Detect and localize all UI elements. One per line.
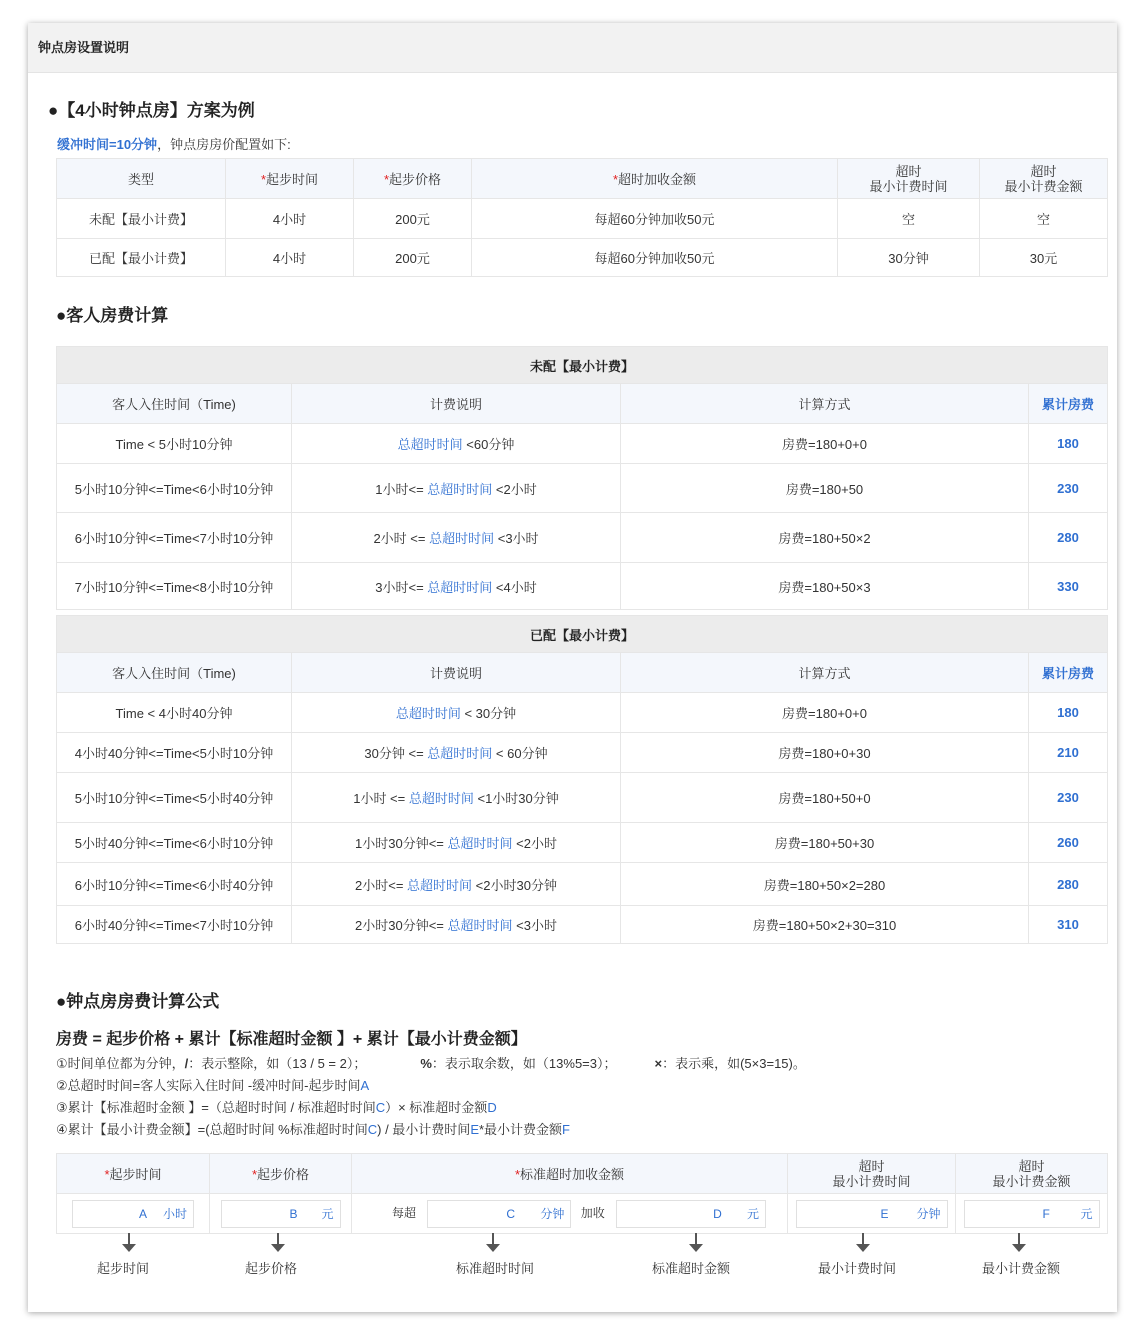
cell: 4小时 [226,199,354,239]
table-row [57,906,1108,944]
arrow-label-min-time: 最小计费时间 [817,1261,896,1276]
table-row [57,863,1108,906]
checkin-time-cell: 5小时40分钟<=Time<6小时10分钟 [57,823,292,863]
total-overtime-keyword: 总超时时间 [427,481,493,497]
form-header-start-time: *起步时间 [57,1154,210,1194]
min-fee-input[interactable]: F 元 [964,1200,1100,1228]
calc-method-cell: 房费=180+50×2+30=310 [621,906,1029,944]
billing-desc-cell: 总超时时间 < 30分钟 [292,693,621,733]
total-overtime-keyword: 总超时时间 [447,836,513,851]
formula-block [56,1026,1096,1141]
group-title-with-min: 已配【最小计费】 [57,616,1108,653]
formula-note-4: ④累计【最小计费金额】=(总超时时间 %标准超时时间C) / 最小计费时间E*最小计费金额F [56,1122,570,1137]
config-header-start-time: *起步时间 [226,159,354,199]
config-header-type: 类型 [57,159,226,199]
table-row [57,424,1108,464]
config-header-overtime-fee: *超时加收金额 [472,159,838,199]
table-row [57,464,1108,513]
total-fee-cell: 180 [1029,693,1108,733]
form-header-overtime-fee: *标准超时加收金额 [352,1154,788,1194]
billing-desc-cell: 2小时 <= 总超时时间 <3小时 [292,513,621,563]
buffer-time: 缓冲时间=10分钟 [57,137,158,152]
checkin-time-cell: 5小时10分钟<=Time<5小时40分钟 [57,773,292,823]
header-total-fee: 累计房费 [1029,653,1108,693]
form-cell-a [57,1194,210,1234]
formula-main: 房费 = 起步价格 + 累计【标准超时金额 】+ 累计【最小计费金额】 [56,1031,527,1048]
section1-title: ●【4小时钟点房】方案为例 [48,101,255,120]
billing-desc-cell: 3小时<= 总超时时间 <4小时 [292,563,621,610]
buffer-note [57,134,291,153]
config-header-min-fee: 超时 最小计费金额 [980,159,1108,199]
form-header-min-fee: 超时 最小计费金额 [956,1154,1108,1194]
checkin-time-cell: 7小时10分钟<=Time<8小时10分钟 [57,563,292,610]
billing-desc-cell: 2小时<= 总超时时间 <2小时30分钟 [292,863,621,906]
billing-desc-cell: 1小时<= 总超时时间 <2小时 [292,464,621,513]
cell: 30分钟 [838,239,980,277]
total-fee-cell: 230 [1029,464,1108,513]
table-row [57,513,1108,563]
header-billing-desc: 计费说明 [292,653,621,693]
config-header-start-price: *起步价格 [354,159,472,199]
header-billing-desc: 计费说明 [292,384,621,424]
table-row [57,823,1108,863]
checkin-time-cell: Time < 4小时40分钟 [57,693,292,733]
total-fee-cell: 230 [1029,773,1108,823]
form-cell-cd [352,1194,788,1234]
checkin-time-cell: 5小时10分钟<=Time<6小时10分钟 [57,464,292,513]
total-overtime-keyword: 总超时时间 [427,746,493,761]
form-header-min-time: 超时 最小计费时间 [788,1154,956,1194]
arrow-label-min-fee: 最小计费金额 [981,1261,1060,1276]
calc-method-cell: 房费=180+50×2 [621,513,1029,563]
fee-table-no-min [56,346,1108,610]
cell: 200元 [354,199,472,239]
group-title-no-min: 未配【最小计费】 [57,347,1108,384]
arrow-label-std-fee: 标准超时金额 [651,1261,730,1276]
table-row [57,199,1108,239]
overtime-interval-input[interactable]: C 分钟 [427,1200,571,1228]
calc-method-cell: 房费=180+50+30 [621,823,1029,863]
overtime-amount-input[interactable]: D 元 [616,1200,766,1228]
billing-desc-cell: 30分钟 <= 总超时时间 < 60分钟 [292,733,621,773]
start-price-input[interactable]: B 元 [221,1200,341,1228]
calc-method-cell: 房费=180+0+30 [621,733,1029,773]
total-overtime-keyword: 总超时时间 [407,877,473,893]
total-fee-cell: 280 [1029,863,1108,906]
total-overtime-keyword: 总超时时间 [395,706,461,721]
cell: 空 [838,199,980,239]
cell: 4小时 [226,239,354,277]
total-fee-cell: 280 [1029,513,1108,563]
total-fee-cell: 180 [1029,424,1108,464]
table-row [57,733,1108,773]
total-fee-cell: 260 [1029,823,1108,863]
checkin-time-cell: 6小时40分钟<=Time<7小时10分钟 [57,906,292,944]
billing-desc-cell: 2小时30分钟<= 总超时时间 <3小时 [292,906,621,944]
total-fee-cell: 310 [1029,906,1108,944]
total-overtime-keyword: 总超时时间 [429,531,495,546]
header-total-fee: 累计房费 [1029,384,1108,424]
formula-note-3: ③累计【标准超时金额 】=（总超时时间 / 标准超时时间C）× 标准超时金额D [56,1100,497,1115]
every-label: 每超 [392,1205,417,1220]
billing-desc-cell: 总超时时间 <60分钟 [292,424,621,464]
table-row [57,239,1108,277]
arrow-label-start-price: 起步价格 [244,1261,297,1276]
header-calc-method: 计算方式 [621,384,1029,424]
form-header-start-price: *起步价格 [210,1154,352,1194]
form-cell-f [956,1194,1108,1234]
config-table [56,158,1108,277]
header-calc-method: 计算方式 [621,653,1029,693]
header-checkin-time: 客人入住时间（Time) [57,384,292,424]
billing-desc-cell: 1小时 <= 总超时时间 <1小时30分钟 [292,773,621,823]
arrow-label-start-time: 起步时间 [96,1261,149,1276]
total-overtime-keyword: 总超时时间 [447,918,513,933]
calc-method-cell: 房费=180+50 [621,464,1029,513]
total-fee-cell: 330 [1029,563,1108,610]
section3-title: ●钟点房房费计算公式 [56,992,220,1011]
header-checkin-time: 客人入住时间（Time) [57,653,292,693]
cell: 200元 [354,239,472,277]
config-header-min-time: 超时 最小计费时间 [838,159,980,199]
table-row [57,773,1108,823]
calc-method-cell: 房费=180+50×3 [621,563,1029,610]
add-label: 加收 [580,1205,605,1220]
form-cell-e [788,1194,956,1234]
cell: 未配【最小计费】 [57,199,226,239]
calc-method-cell: 房费=180+0+0 [621,693,1029,733]
arrow-label-std-time: 标准超时时间 [455,1261,534,1276]
start-time-input[interactable]: A 小时 [72,1200,194,1228]
calc-method-cell: 房费=180+0+0 [621,424,1029,464]
cell: 每超60分钟加收50元 [472,199,838,239]
table-row [57,563,1108,610]
cell: 空 [980,199,1108,239]
min-time-input[interactable]: E 分钟 [796,1200,948,1228]
checkin-time-cell: 4小时40分钟<=Time<5小时10分钟 [57,733,292,773]
cell: 30元 [980,239,1108,277]
section2-title: ●客人房费计算 [56,306,169,325]
checkin-time-cell: Time < 5小时10分钟 [57,424,292,464]
billing-desc-cell: 1小时30分钟<= 总超时时间 <2小时 [292,823,621,863]
form-cell-b [210,1194,352,1234]
total-overtime-keyword: 总超时时间 [397,437,463,452]
formula-note-2: ②总超时时间=客人实际入住时间 -缓冲时间-起步时间A [56,1078,370,1093]
checkin-time-cell: 6小时10分钟<=Time<6小时40分钟 [57,863,292,906]
checkin-time-cell: 6小时10分钟<=Time<7小时10分钟 [57,513,292,563]
total-overtime-keyword: 总超时时间 [408,791,474,806]
table-row [57,693,1108,733]
formula-form-table [56,1153,1108,1234]
calc-method-cell: 房费=180+50+0 [621,773,1029,823]
cell: 每超60分钟加收50元 [472,239,838,277]
buffer-suffix: ，钟点房房价配置如下: [157,137,291,152]
cell: 已配【最小计费】 [57,239,226,277]
calc-method-cell: 房费=180+50×2=280 [621,863,1029,906]
formula-note-1: ①时间单位都为分钟，/：表示整除，如（13 / 5 = 2）； %：表示取余数，如（13%5=3）； ×：表示乘，如(5×3=15)。 [56,1056,806,1071]
panel-title: 钟点房设置说明 [28,23,1117,73]
total-fee-cell: 210 [1029,733,1108,773]
fee-table-with-min [56,615,1108,944]
total-overtime-keyword: 总超时时间 [427,579,493,595]
